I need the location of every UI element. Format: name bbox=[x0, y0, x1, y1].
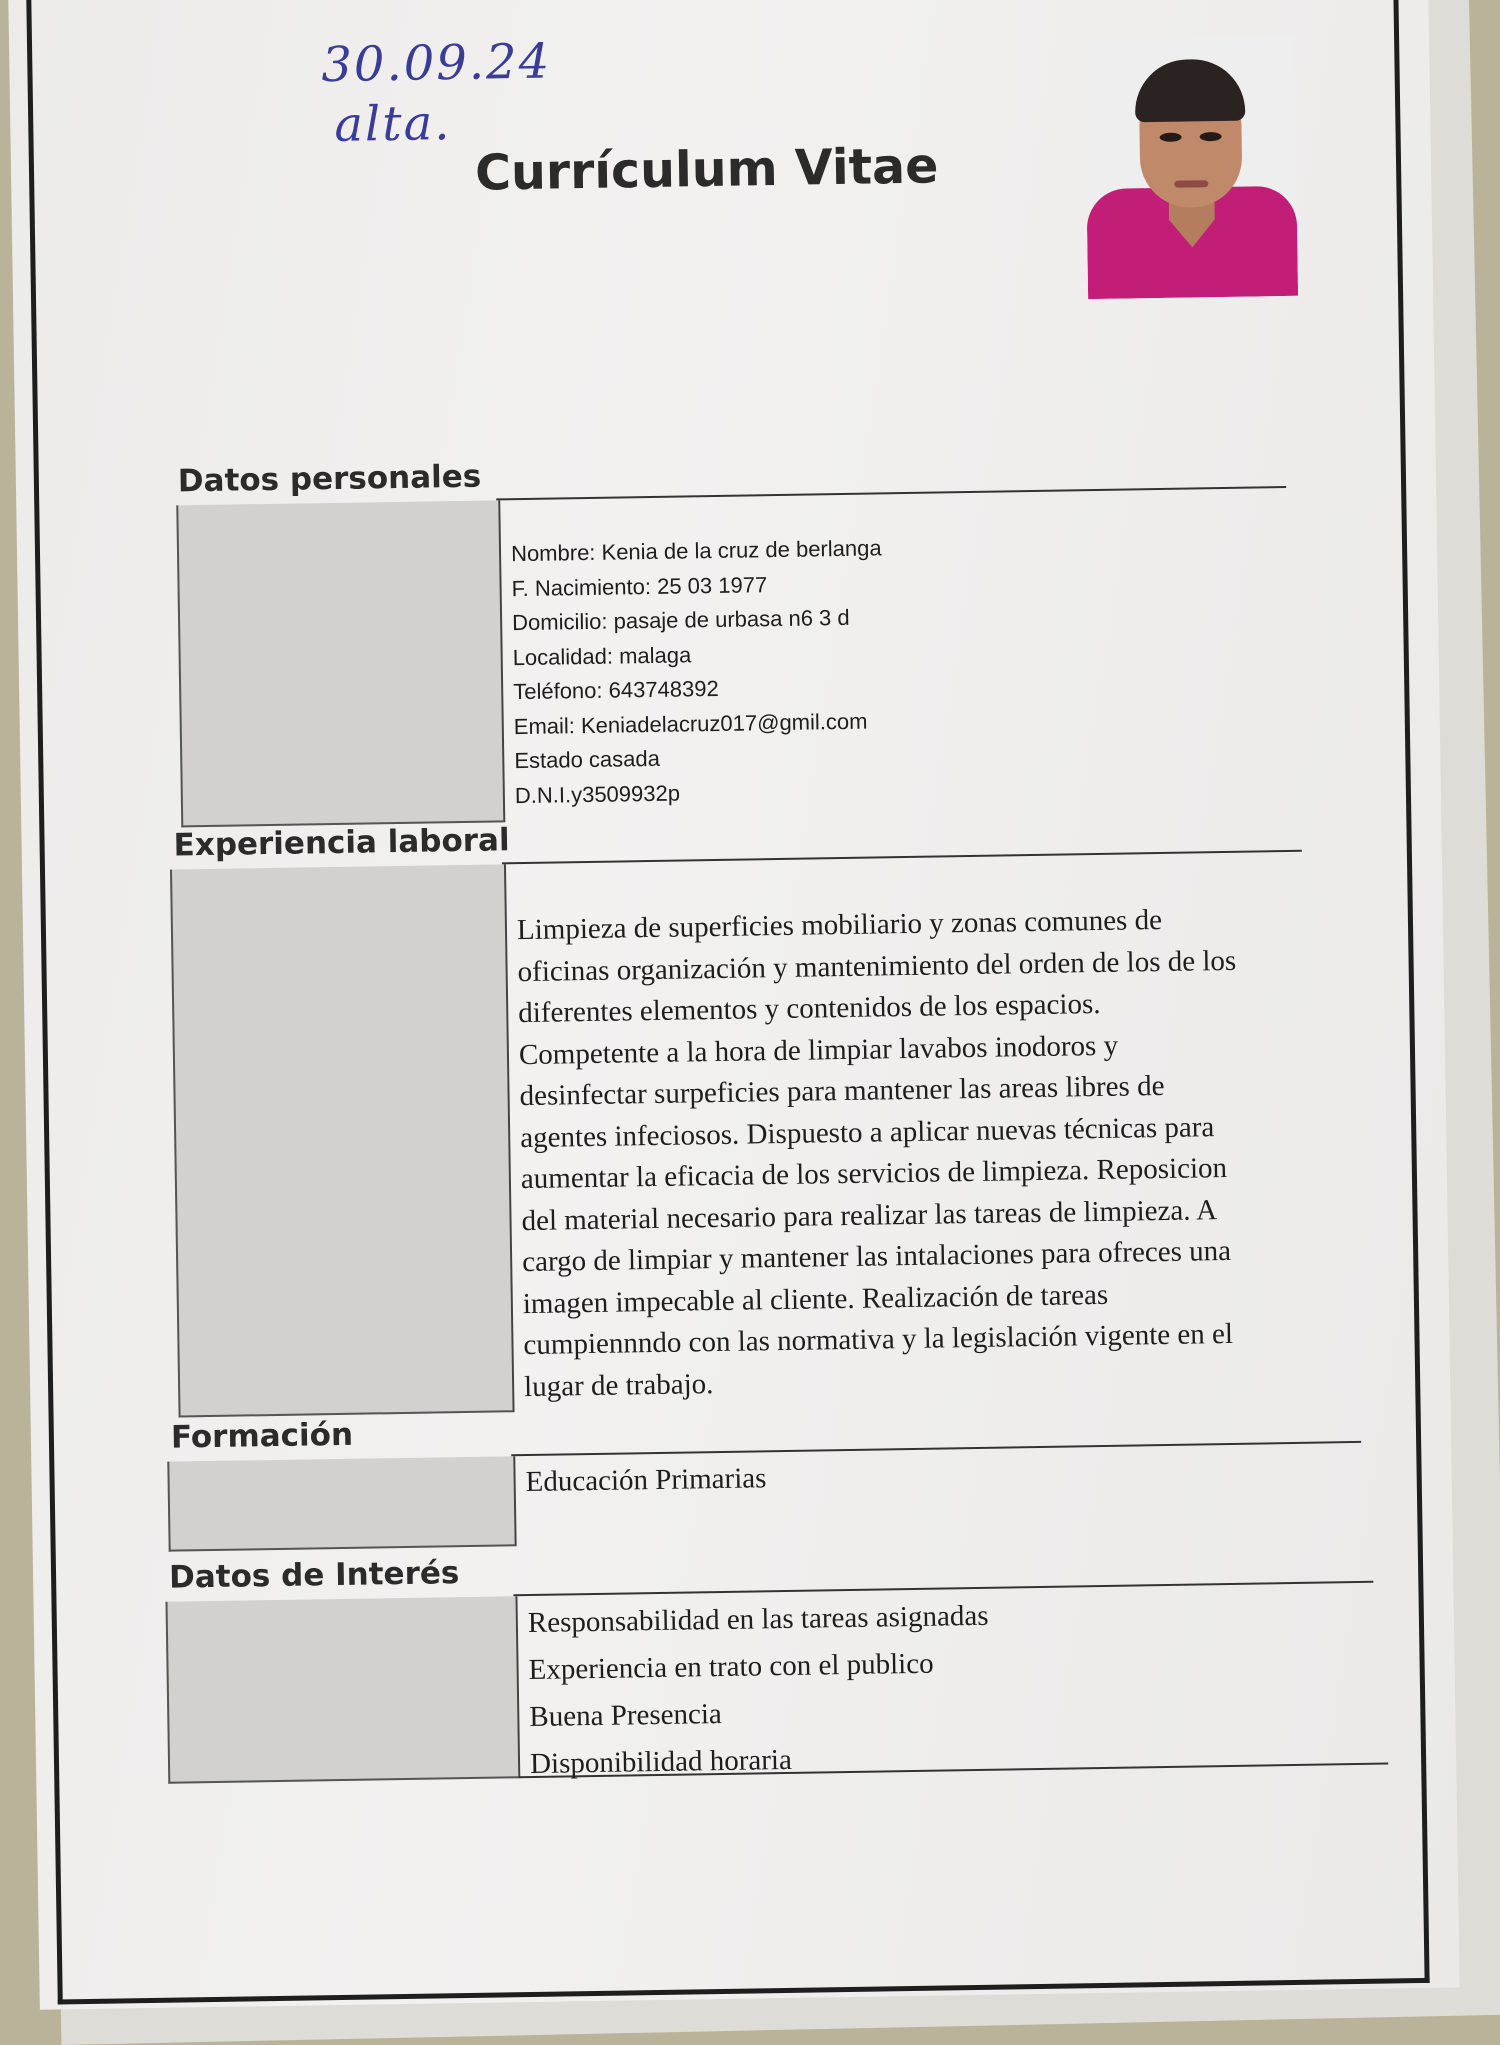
interest-item: Responsabilidad en las tareas asignadas bbox=[527, 1599, 989, 1640]
section-heading-interests: Datos de Interés bbox=[168, 1555, 460, 1596]
photo-mouth bbox=[1174, 180, 1208, 188]
handwritten-date: 30.09.24 bbox=[320, 33, 552, 94]
interest-item: Disponibilidad horaria bbox=[529, 1743, 793, 1781]
experience-line: diferentes elementos y contenidos de los espacios. bbox=[518, 987, 1101, 1030]
experience-line: imagen impecable al cliente. Realización de tareas bbox=[522, 1278, 1109, 1320]
education-details bbox=[525, 1458, 766, 1503]
profile-photo bbox=[1084, 36, 1298, 299]
experience-line: agentes infeciosos. Dispuesto a aplicar nuevas técnicas para bbox=[519, 1110, 1215, 1154]
cv-page bbox=[8, 0, 1460, 2010]
personal-details bbox=[511, 531, 886, 813]
experience-line: desinfectar surpeficies para mantener las areas libres de bbox=[519, 1069, 1165, 1113]
section-heading-education: Formación bbox=[170, 1416, 354, 1456]
interest-item: Experiencia en trato con el publico bbox=[528, 1647, 934, 1687]
personal-locality: Localidad: malaga bbox=[512, 641, 692, 670]
interest-item: Buena Presencia bbox=[529, 1698, 723, 1734]
handwritten-note: alta. bbox=[333, 95, 452, 153]
experience-line: Limpieza de superficies mobiliario y zonas comunes de bbox=[516, 903, 1163, 947]
photo-hair bbox=[1134, 59, 1245, 123]
interests-list bbox=[528, 1593, 992, 1788]
experience-description bbox=[517, 899, 1243, 1408]
section-heading-personal: Datos personales bbox=[177, 458, 482, 500]
education-side-box bbox=[167, 1456, 514, 1551]
document-title: Currículum Vitae bbox=[474, 137, 939, 202]
experience-line: aumentar la eficacia de los servicios de limpieza. Reposicion bbox=[520, 1152, 1228, 1196]
interests-side-box bbox=[165, 1596, 518, 1783]
section-heading-experience: Experiencia laboral bbox=[173, 822, 510, 864]
personal-marital-status: Estado casada bbox=[514, 745, 661, 774]
experience-line: oficinas organización y mantenimiento del orden de los de los bbox=[517, 944, 1237, 988]
personal-birthdate: F. Nacimiento: 25 03 1977 bbox=[511, 571, 768, 601]
personal-email: Email: Keniadelacruz017@gmil.com bbox=[513, 708, 868, 739]
personal-side-box bbox=[176, 500, 503, 827]
personal-name: Nombre: Kenia de la cruz de berlanga bbox=[510, 535, 882, 567]
experience-line: lugar de trabajo. bbox=[523, 1367, 714, 1403]
experience-side-box bbox=[170, 864, 513, 1417]
experience-line: cargo de limpiar y mantener las intalaciones para ofreces una bbox=[521, 1234, 1232, 1279]
personal-phone: Teléfono: 643748392 bbox=[513, 675, 719, 705]
experience-line: del material necesario para realizar las tareas de limpieza. A bbox=[521, 1193, 1218, 1237]
experience-line: cumpiennndo con las normativa y la legislación vigente en el bbox=[523, 1317, 1234, 1362]
personal-id: D.N.I.y3509932p bbox=[514, 780, 681, 808]
experience-line: Competente a la hora de limpiar lavabos inodoros y bbox=[518, 1029, 1119, 1071]
personal-address: Domicilio: pasaje de urbasa n6 3 d bbox=[511, 604, 850, 636]
education-line: Educación Primarias bbox=[525, 1462, 767, 1499]
